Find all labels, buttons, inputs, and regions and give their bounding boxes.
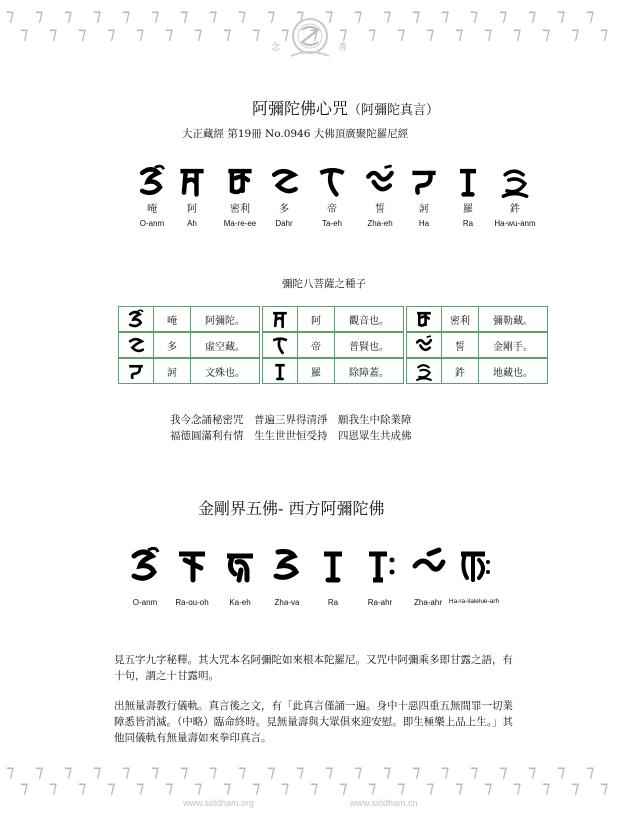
ornament-glyph-icon: ⁊ xyxy=(310,24,319,44)
ornament-glyph-icon: ⁊ xyxy=(238,764,247,782)
siddham-logo-icon xyxy=(283,14,337,62)
ornament-glyph-icon: ⁊ xyxy=(209,8,218,26)
char-romanization: Zha-va xyxy=(274,598,300,607)
ornament-glyph-icon: ⁊ xyxy=(296,764,305,782)
seed-syllable-box xyxy=(118,306,260,332)
ornament-glyph-icon: ⁊ xyxy=(571,778,580,798)
ornament-glyph-icon: ⁊ xyxy=(441,764,450,782)
seed-syllable-box xyxy=(406,332,548,358)
page-subtitle: 大正藏經 第19冊 No.0946 大佛頂廣聚陀羅尼經 xyxy=(182,128,409,140)
ornament-glyph-icon: ⁊ xyxy=(557,8,566,26)
seed-syllable: 訶 xyxy=(154,359,191,383)
ornament-glyph-icon: ⁊ xyxy=(20,778,29,798)
char-romanization: Ra xyxy=(462,219,474,228)
ornament-glyph-icon: ⁊ xyxy=(223,778,232,798)
ornament-glyph-icon: ⁊ xyxy=(557,764,566,782)
ornament-glyph-icon: ⁊ xyxy=(542,778,551,798)
verse-line-2: 福德圓滿利有情 生生世世恒受持 四恩眾生共成佛 xyxy=(170,430,412,442)
char-romanization: Ta-eh xyxy=(321,219,342,228)
ornament-glyph-icon: ⁊ xyxy=(180,764,189,782)
ornament-glyph-icon: ⁊ xyxy=(571,24,580,44)
bodhisattva-name: 地藏也。 xyxy=(493,367,533,379)
ornament-glyph-icon: ⁊ xyxy=(107,778,116,798)
ornament-glyph-icon: ⁊ xyxy=(354,8,363,26)
ornament-glyph-icon: ⁊ xyxy=(513,778,522,798)
ornament-glyph-icon: ⁊ xyxy=(325,8,334,26)
bodhisattva-name: 文殊也。 xyxy=(205,367,245,379)
seed-syllable-box xyxy=(406,306,548,332)
char-romanization: Ah xyxy=(187,219,197,228)
bodhisattva-name: 虛空藏。 xyxy=(205,341,245,353)
ornament-glyph-icon: ⁊ xyxy=(281,778,290,798)
bodhisattva-name: 普賢也。 xyxy=(349,341,389,353)
ornament-glyph-icon: ⁊ xyxy=(528,8,537,26)
ornament-glyph-icon: ⁊ xyxy=(49,778,58,798)
seed-syllable: 阿 xyxy=(298,307,335,331)
ornament-glyph-icon: ⁊ xyxy=(122,764,131,782)
char-hanzi: 鈝 xyxy=(510,204,520,215)
siddham-om-glyph xyxy=(119,307,154,331)
ornament-glyph-icon: ⁊ xyxy=(93,764,102,782)
char-romanization: Dahr xyxy=(275,219,293,228)
siddham-hrih-glyph xyxy=(439,546,509,584)
ornament-glyph-icon: ⁊ xyxy=(267,764,276,782)
ornament-glyph-icon: ⁊ xyxy=(93,8,102,26)
ornament-glyph-icon: ⁊ xyxy=(78,24,87,44)
char-romanization: Ha-ra-ilaleluе-arh xyxy=(448,598,500,605)
siddham-hum-glyph xyxy=(480,164,550,198)
char-romanization: O-anm xyxy=(132,598,158,607)
ornament-glyph-icon: ⁊ xyxy=(209,764,218,782)
char-romanization: Zha-eh xyxy=(367,219,393,228)
ornament-glyph-icon: ⁊ xyxy=(252,778,261,798)
ornament-glyph-icon: ⁊ xyxy=(470,764,479,782)
char-romanization: Ra xyxy=(327,598,339,607)
title-main: 阿彌陀佛心咒 xyxy=(252,99,349,118)
ornament-glyph-icon: ⁊ xyxy=(528,764,537,782)
ornament-glyph-icon: ⁊ xyxy=(6,8,15,26)
ornament-glyph-icon: ⁊ xyxy=(194,24,203,44)
ornament-glyph-icon: ⁊ xyxy=(296,8,305,26)
ornament-glyph-icon: ⁊ xyxy=(397,778,406,798)
ornament-glyph-icon: ⁊ xyxy=(64,764,73,782)
ornament-glyph-icon: ⁊ xyxy=(412,764,421,782)
verse-line-1: 我今念誦秘密咒 普遍三界得清淨 願我生中除業障 xyxy=(170,414,412,426)
bodhisattva-name: 彌勒藏。 xyxy=(493,315,533,327)
ornament-glyph-icon: ⁊ xyxy=(600,24,609,44)
ornament-glyph-icon: ⁊ xyxy=(354,764,363,782)
bodhisattva-name: 除障蓋。 xyxy=(349,367,389,379)
bodhisattva-section-title: 彌陀八菩薩之種子 xyxy=(282,278,366,290)
ornament-glyph-icon: ⁊ xyxy=(339,24,348,44)
ornament-glyph-icon: ⁊ xyxy=(136,24,145,44)
bottom-ornament-band xyxy=(0,764,620,798)
bodhisattva-name: 觀音也。 xyxy=(349,315,389,327)
seed-syllable: 羅 xyxy=(298,359,335,383)
seed-syllable-box xyxy=(262,332,404,358)
ornament-glyph-icon: ⁊ xyxy=(165,24,174,44)
ornament-glyph-icon: ⁊ xyxy=(281,24,290,44)
char-hanzi: 訶 xyxy=(419,204,429,215)
ornament-glyph-icon: ⁊ xyxy=(252,24,261,44)
ornament-glyph-icon: ⁊ xyxy=(151,8,160,26)
char-romanization: Zha-ahr xyxy=(413,598,442,607)
ornament-glyph-icon: ⁊ xyxy=(368,778,377,798)
ornament-glyph-icon: ⁊ xyxy=(78,778,87,798)
ornament-glyph-icon: ⁊ xyxy=(600,778,609,798)
siddham-te-glyph xyxy=(263,333,298,357)
char-hanzi: 阿 xyxy=(187,204,197,215)
ornament-glyph-icon: ⁊ xyxy=(325,764,334,782)
siddham-ra-glyph xyxy=(263,359,298,383)
ornament-glyph-icon: ⁊ xyxy=(412,8,421,26)
ornament-glyph-icon: ⁊ xyxy=(6,764,15,782)
char-romanization: Ra-ahr xyxy=(367,598,393,607)
ornament-glyph-icon: ⁊ xyxy=(383,764,392,782)
ornament-glyph-icon: ⁊ xyxy=(586,764,595,782)
ornament-glyph-icon: ⁊ xyxy=(238,8,247,26)
ornament-glyph-icon: ⁊ xyxy=(107,24,116,44)
page-title xyxy=(252,96,439,119)
ornament-glyph-icon: ⁊ xyxy=(484,24,493,44)
ornament-glyph-icon: ⁊ xyxy=(455,778,464,798)
logo-right-char: 善 xyxy=(338,43,348,53)
bodhisattva-name: 金剛手。 xyxy=(493,341,533,353)
ornament-glyph-icon: ⁊ xyxy=(35,8,44,26)
ornament-glyph-icon: ⁊ xyxy=(339,778,348,798)
siddham-mri-glyph xyxy=(407,307,442,331)
heart-mantra-char xyxy=(480,164,550,228)
bodhisattva-name: 阿彌陀。 xyxy=(205,315,245,327)
ornament-glyph-icon: ⁊ xyxy=(383,8,392,26)
ornament-glyph-icon: ⁊ xyxy=(64,8,73,26)
ornament-glyph-icon: ⁊ xyxy=(310,778,319,798)
ornament-glyph-icon: ⁊ xyxy=(499,8,508,26)
title-note: （阿彌陀真言） xyxy=(348,103,440,118)
ornament-glyph-icon: ⁊ xyxy=(267,8,276,26)
char-romanization: Ha-wu-anm xyxy=(494,219,536,228)
buddha-mantra-char xyxy=(439,546,509,605)
char-romanization: O-anm xyxy=(139,219,165,228)
ornament-glyph-icon: ⁊ xyxy=(20,24,29,44)
seed-syllable: 鈝 xyxy=(442,359,479,383)
ornament-glyph-icon: ⁊ xyxy=(180,8,189,26)
ornament-glyph-icon: ⁊ xyxy=(470,8,479,26)
ornament-glyph-icon: ⁊ xyxy=(484,778,493,798)
ornament-glyph-icon: ⁊ xyxy=(122,8,131,26)
footer-url-right[interactable]: www.siddham.cn xyxy=(350,798,418,808)
paragraph-ritual: 出無量壽教行儀軌。真言後之文，有「此真言僅誦一遍。身中十惡四重五無間罪一切業障悉皆消滅。（中略）臨命終時。見無量壽與大眾俱來迎安慰。即生極樂上品上生。」其他同儀軌有無量壽如來拳印真言。 xyxy=(114,700,513,744)
char-romanization: Ha xyxy=(418,219,430,228)
char-hanzi: 唵 xyxy=(147,204,157,215)
ornament-glyph-icon: ⁊ xyxy=(499,764,508,782)
logo-left-char: 念 xyxy=(271,43,281,53)
seed-syllable-box xyxy=(118,332,260,358)
ornament-glyph-icon: ⁊ xyxy=(151,764,160,782)
seed-syllable: 誓 xyxy=(442,333,479,357)
ornament-glyph-icon: ⁊ xyxy=(397,24,406,44)
ornament-glyph-icon: ⁊ xyxy=(426,24,435,44)
ornament-glyph-icon: ⁊ xyxy=(223,24,232,44)
seed-syllable: 唵 xyxy=(154,307,191,331)
ornament-glyph-icon: ⁊ xyxy=(426,778,435,798)
char-hanzi: 密利 xyxy=(230,204,250,215)
ornament-glyph-icon: ⁊ xyxy=(513,24,522,44)
seed-syllable: 帝 xyxy=(298,333,335,357)
char-romanization: Ra-ou-oh xyxy=(175,598,209,607)
ornament-glyph-icon: ⁊ xyxy=(136,778,145,798)
ornament-glyph-icon: ⁊ xyxy=(542,24,551,44)
char-romanization: Ma-re-ee xyxy=(223,219,257,228)
siddham-je-glyph xyxy=(407,333,442,357)
char-hanzi: 誓 xyxy=(375,204,385,215)
seed-syllable-box xyxy=(262,358,404,384)
char-romanization: Ka-eh xyxy=(229,598,251,607)
seed-syllable-box xyxy=(406,358,548,384)
ornament-glyph-icon: ⁊ xyxy=(165,778,174,798)
siddham-ha-glyph xyxy=(119,359,154,383)
ornament-glyph-icon: ⁊ xyxy=(49,24,58,44)
ornament-glyph-icon: ⁊ xyxy=(368,24,377,44)
siddham-hum-glyph xyxy=(407,359,442,383)
ornament-glyph-icon: ⁊ xyxy=(194,778,203,798)
ornament-glyph-icon: ⁊ xyxy=(35,764,44,782)
ornament-glyph-icon: ⁊ xyxy=(441,8,450,26)
char-hanzi: 多 xyxy=(279,204,289,215)
siddham-ta-glyph xyxy=(119,333,154,357)
paragraph-explanation: 見五字九字秘釋。其大咒本名阿彌陀如來根本陀羅尼。又咒中阿彌乘多即甘露之語，有十句，謂之十甘露明。 xyxy=(114,654,513,682)
char-hanzi: 羅 xyxy=(463,204,473,215)
char-hanzi: 帝 xyxy=(327,204,337,215)
seed-syllable: 多 xyxy=(154,333,191,357)
ornament-glyph-icon: ⁊ xyxy=(586,8,595,26)
seed-syllable: 密利 xyxy=(442,307,479,331)
siddham-a-glyph xyxy=(263,307,298,331)
five-buddhas-title: 金剛界五佛- 西方阿彌陀佛 xyxy=(198,499,385,518)
ornament-glyph-icon: ⁊ xyxy=(455,24,464,44)
seed-syllable-box xyxy=(262,306,404,332)
seed-syllable-box xyxy=(118,358,260,384)
footer-url-left[interactable]: www.siddham.org xyxy=(183,798,255,808)
